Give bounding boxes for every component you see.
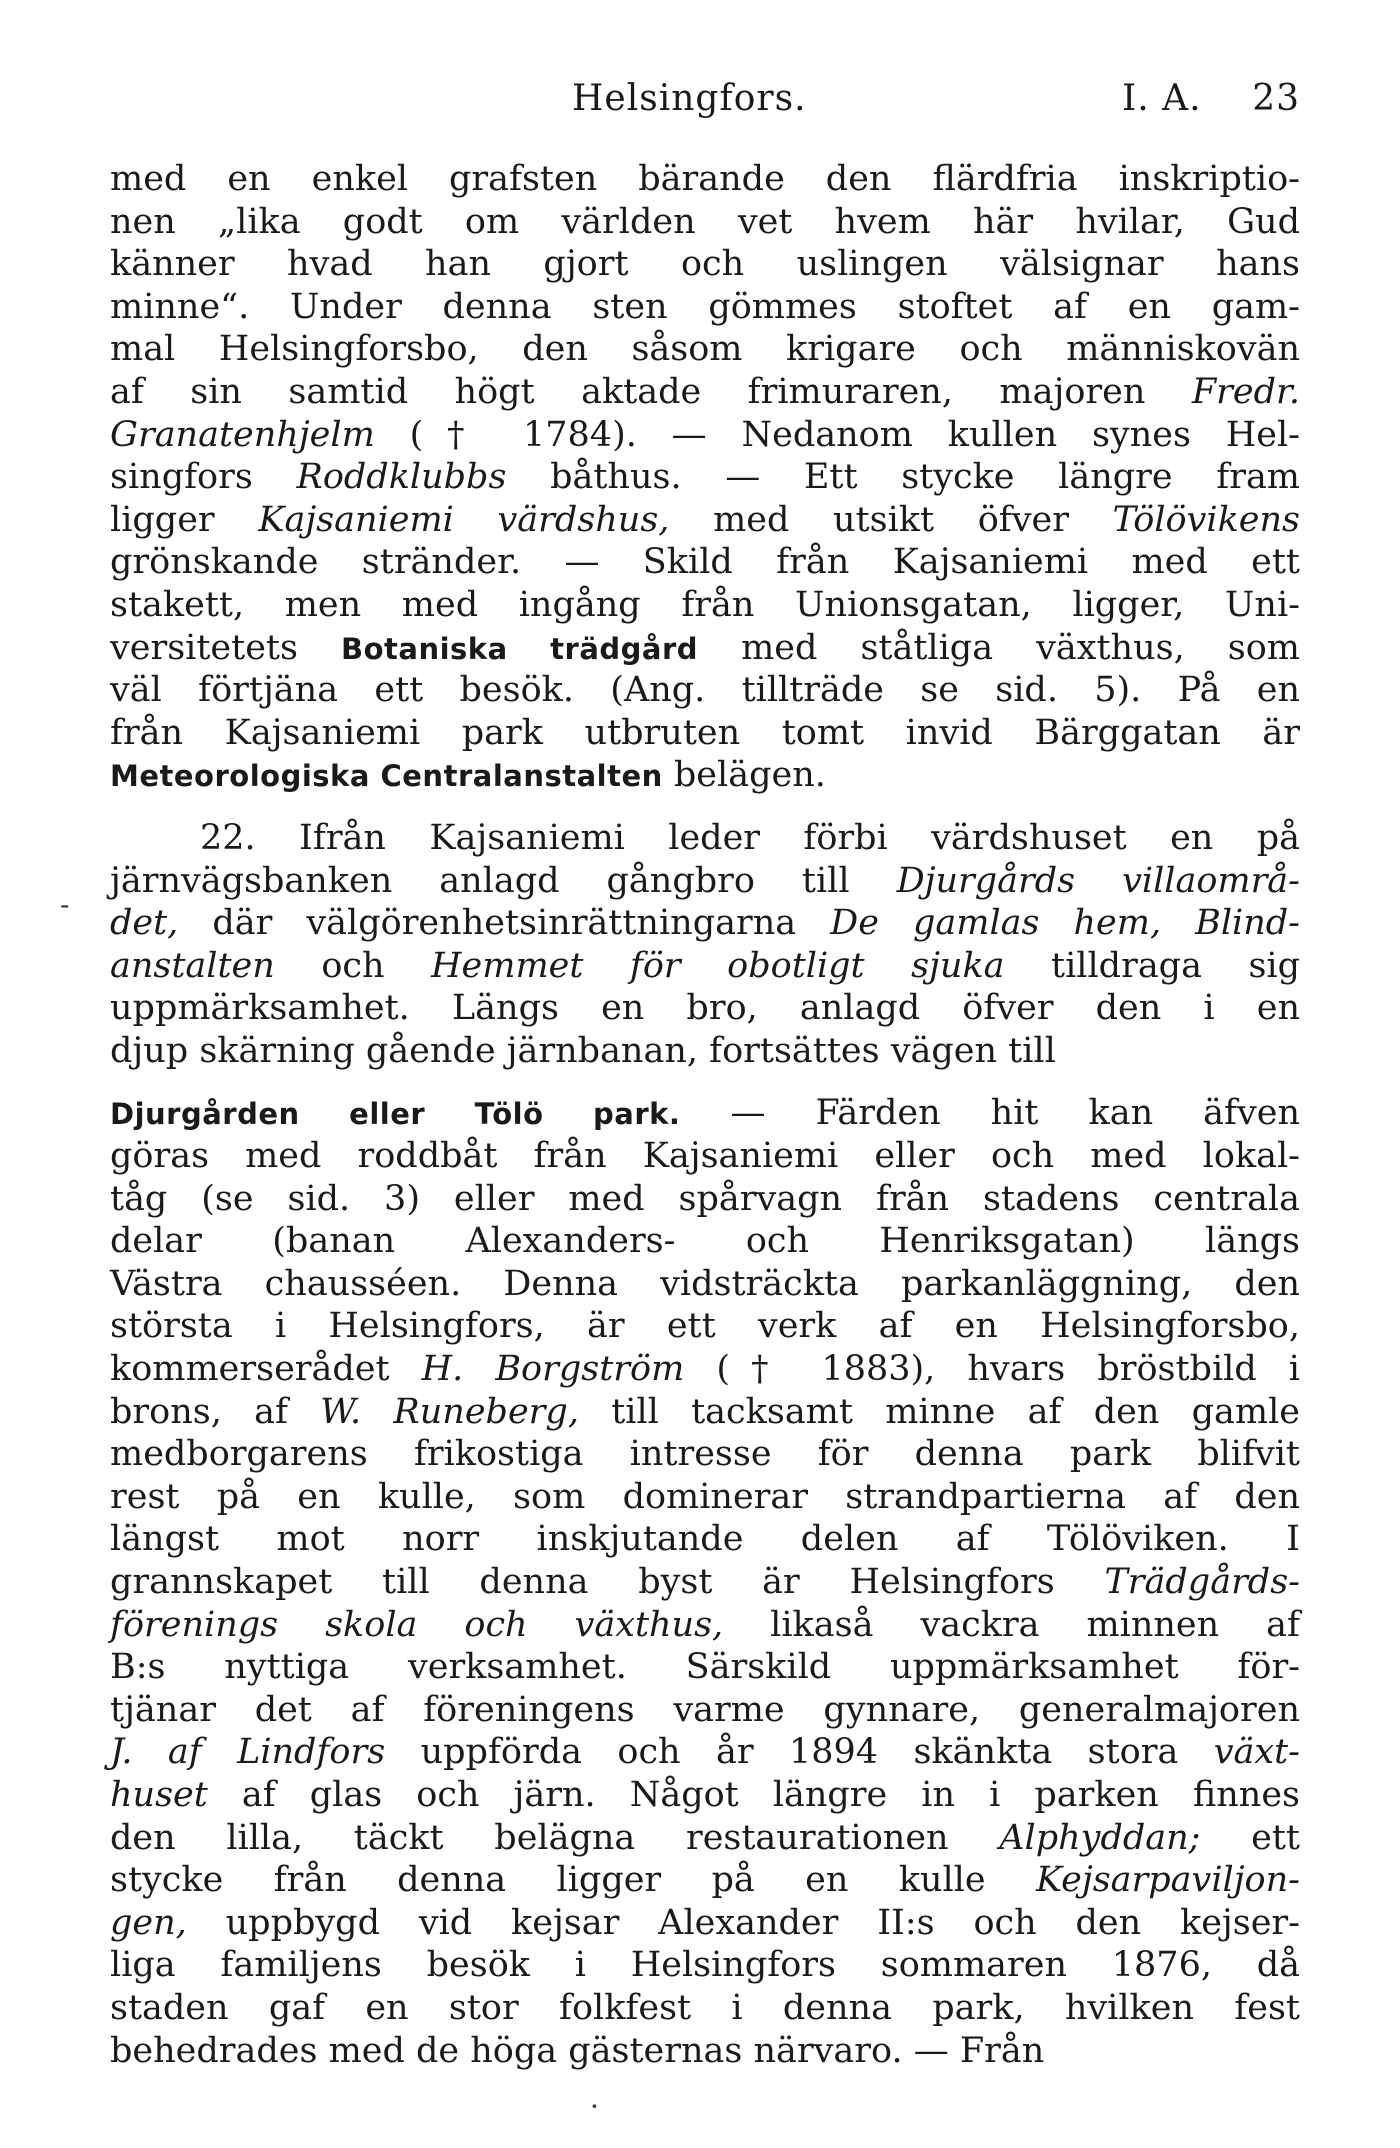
- text-span: af glas och järn. Något längre in i parken finnes: [207, 1774, 1300, 1815]
- text-line: [110, 817, 1300, 860]
- text-line: [110, 1774, 1300, 1817]
- text-line: [110, 627, 1300, 670]
- paragraph-gap: [110, 1072, 1300, 1092]
- text-line: [110, 860, 1300, 903]
- text-line: [110, 328, 1300, 371]
- text-line: [110, 371, 1300, 414]
- stray-mark: ·: [590, 2090, 599, 2123]
- text-span: staden gaf en stor folkfest i denna park, hvilken fest: [110, 1987, 1300, 2028]
- text-span: båthus. — Ett stycke längre fram: [506, 457, 1300, 498]
- text-line: [110, 1391, 1300, 1434]
- text-span: grannskapet till denna byst är Helsingfors: [110, 1562, 1105, 1602]
- text-span: behedrades med de höga gästernas närvaro. — Från: [110, 2030, 1045, 2071]
- text-line: [110, 1518, 1300, 1561]
- text-span: likaså vackra minnen af: [723, 1604, 1300, 1645]
- text-span: järnvägsbanken anlagd gångbro till: [110, 860, 897, 901]
- italic-text: De gamlas hem, Blind-: [830, 903, 1300, 944]
- text-span: grönskande stränder. — Skild från Kajsaniemi med ett: [110, 542, 1300, 583]
- italic-text: Djurgårds villaområ-: [896, 860, 1301, 901]
- text-line: [110, 1092, 1300, 1135]
- text-span: från Kajsaniemi park utbruten tomt invid Bärggatan är: [110, 712, 1300, 753]
- section-marker: I. A.: [1122, 78, 1202, 119]
- text-line: [110, 1944, 1300, 1987]
- text-span: till tacksamt minne af den gamle: [578, 1391, 1300, 1432]
- text-line: [110, 1987, 1300, 2030]
- text-span: tilldraga sig: [1004, 945, 1301, 986]
- text-line: [110, 1178, 1300, 1221]
- text-line: [110, 201, 1300, 244]
- text-span: versitetets: [110, 627, 341, 668]
- text-span: djup skärning gående järnbanan, fortsättes vägen till: [110, 1030, 1056, 1071]
- italic-text: H. Borgström: [421, 1349, 685, 1390]
- text-span: nen „lika godt om världen vet hvem här hvilar, Gud: [110, 201, 1300, 242]
- text-line: [110, 1646, 1300, 1689]
- running-title: Helsingfors.: [572, 78, 807, 119]
- text-span: och: [274, 945, 432, 986]
- paragraph-gap: [110, 797, 1300, 817]
- text-line: [110, 987, 1300, 1030]
- text-line: [110, 1902, 1300, 1945]
- text-line: [110, 541, 1300, 584]
- italic-text: Kajsaniemi värdshus,: [258, 499, 670, 540]
- text-span: minne“. Under denna sten gömmes stoftet af en gam-: [110, 286, 1300, 327]
- italic-text: det,: [110, 903, 179, 944]
- text-line: [110, 1135, 1300, 1178]
- text-line: [110, 243, 1300, 286]
- italic-text: huset: [110, 1774, 208, 1815]
- text-line: [110, 712, 1300, 755]
- italic-text: Granatenhjelm: [110, 414, 375, 455]
- text-span: medborgarens frikostiga intresse för denna park blifvit: [110, 1434, 1300, 1475]
- text-span: uppmärksamhet. Längs en bro, anlagd öfver den i en: [110, 988, 1300, 1029]
- italic-text: Tölövikens: [1112, 499, 1300, 540]
- text-span: stakett, men med ingång från Unionsgatan, ligger, Uni-: [110, 584, 1300, 625]
- text-span: B:s nyttiga verksamhet. Särskild uppmärksamhet för-: [110, 1647, 1300, 1688]
- text-span: singfors: [110, 457, 297, 498]
- page-number: 23: [1252, 78, 1300, 119]
- text-line: [110, 1604, 1300, 1647]
- text-span: där välgörenhetsinrättningarna: [178, 903, 831, 944]
- bold-heading-text: Botaniska trädgård: [341, 631, 699, 666]
- text-line: [110, 1030, 1300, 1073]
- text-line: [110, 1433, 1300, 1476]
- text-span: delar (banan Alexanders- och Henriksgatan) längs: [110, 1221, 1300, 1262]
- text-span: ett: [1200, 1817, 1300, 1858]
- text-span: med ståtliga växthus, som: [698, 627, 1300, 668]
- text-line: [110, 1689, 1300, 1732]
- text-line: [110, 456, 1300, 499]
- italic-text: J. af Lindfors: [110, 1732, 386, 1773]
- text-line: [110, 414, 1300, 457]
- text-span: liga familjens besök i Helsingfors sommaren 1876, då: [110, 1945, 1300, 1986]
- text-line: [110, 902, 1300, 945]
- bold-heading-text: Meteorologiska Centralanstalten: [110, 759, 663, 794]
- body-text: [110, 158, 1300, 2072]
- text-span: stycke från denna ligger på en kulle: [110, 1860, 1036, 1901]
- text-span: den lilla, täckt belägna restaurationen: [110, 1817, 1000, 1858]
- italic-text: Alphyddan;: [999, 1817, 1201, 1858]
- bold-heading-text: Djurgården eller Tölö park.: [110, 1097, 681, 1132]
- running-header: [110, 78, 1300, 128]
- text-line: [110, 1348, 1300, 1391]
- text-span: längst mot norr inskjutande delen af Tölöviken. I: [110, 1519, 1300, 1560]
- text-span: med utsikt öfver: [669, 499, 1113, 540]
- text-span: belägen.: [662, 755, 826, 796]
- text-line: [110, 1305, 1300, 1348]
- text-line: [110, 945, 1300, 988]
- text-line: [110, 499, 1300, 542]
- text-span: största i Helsingfors, är ett verk af en Helsingforsbo,: [110, 1306, 1300, 1347]
- text-line: [110, 2030, 1300, 2073]
- italic-text: Roddklubbs: [296, 457, 507, 498]
- text-line: [110, 669, 1300, 712]
- text-span: väl förtjäna ett besök. (Ang. tillträde se sid. 5). På en: [110, 670, 1300, 711]
- text-line: [110, 584, 1300, 627]
- italic-text: gen,: [110, 1902, 187, 1943]
- text-span: göras med roddbåt från Kajsaniemi eller och med lokal-: [110, 1136, 1300, 1177]
- text-line: [110, 1731, 1300, 1774]
- italic-text: Fredr.: [1191, 371, 1300, 412]
- italic-text: förenings skola och växthus,: [110, 1604, 724, 1645]
- text-span: tåg (se sid. 3) eller med spårvagn från stadens centrala: [110, 1178, 1300, 1219]
- italic-text: växt-: [1213, 1732, 1300, 1773]
- italic-text: Hemmet för obotligt sjuka: [431, 945, 1005, 986]
- text-span: ligger: [110, 499, 259, 540]
- text-span: med en enkel grafsten bärande den flärdfria inskriptio-: [110, 159, 1300, 199]
- italic-text: anstalten: [110, 945, 275, 986]
- text-line: [110, 286, 1300, 329]
- text-span: kommerserådet: [110, 1349, 422, 1390]
- text-span: rest på en kulle, som dominerar strandpartierna af den: [110, 1476, 1300, 1517]
- text-span: Västra chausséen. Denna vidsträckta parkanläggning, den: [110, 1263, 1300, 1304]
- text-line: [110, 1859, 1300, 1902]
- text-span: — Färden hit kan äfven: [680, 1093, 1300, 1134]
- text-span: († 1883), hvars bröstbild i: [684, 1349, 1301, 1390]
- text-span: mal Helsingforsbo, den såsom krigare och människovän: [110, 329, 1300, 370]
- text-line: [110, 1817, 1300, 1860]
- text-line: [110, 1476, 1300, 1519]
- text-line: [110, 754, 1300, 797]
- stray-mark: -: [60, 888, 70, 921]
- text-line: [110, 1263, 1300, 1306]
- italic-text: Trädgårds-: [1104, 1562, 1300, 1602]
- text-span: tjänar det af föreningens varme gynnare, generalmajoren: [110, 1689, 1300, 1730]
- italic-text: W. Runeberg,: [320, 1391, 579, 1432]
- text-span: brons, af: [110, 1391, 321, 1432]
- italic-text: Kejsarpaviljon-: [1035, 1860, 1300, 1901]
- text-span: uppförda och år 1894 skänkta stora: [385, 1732, 1214, 1773]
- text-line: [110, 1220, 1300, 1263]
- text-line: [110, 158, 1300, 201]
- text-span: känner hvad han gjort och uslingen välsignar hans: [110, 244, 1300, 285]
- text-line: [110, 1561, 1300, 1604]
- text-span: uppbygd vid kejsar Alexander II:s och den kejser-: [186, 1902, 1300, 1943]
- text-span: 22. Ifrån Kajsaniemi leder förbi värdshuset en på: [200, 817, 1300, 858]
- text-span: af sin samtid högt aktade frimuraren, majoren: [110, 371, 1192, 412]
- text-span: († 1784). — Nedanom kullen synes Hel-: [374, 414, 1300, 455]
